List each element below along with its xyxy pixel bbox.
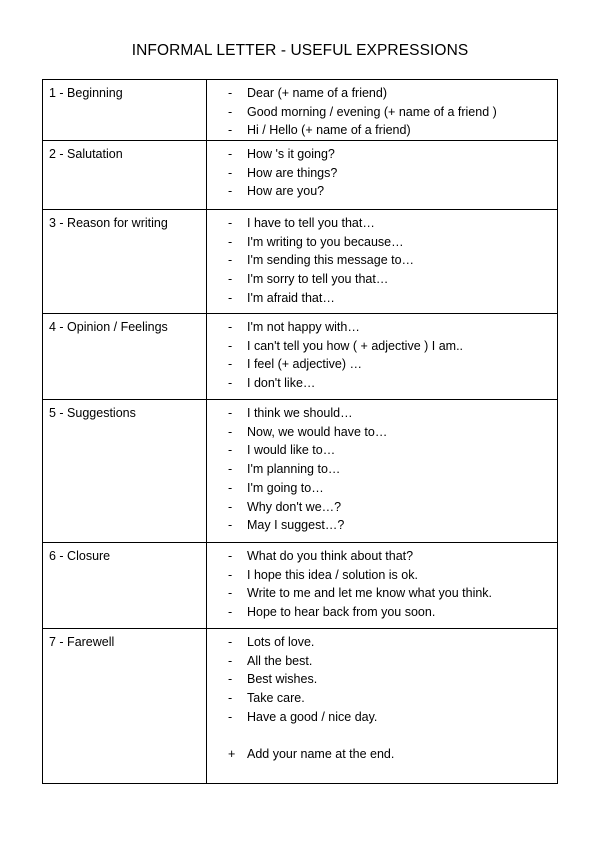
section-row: [43, 314, 558, 400]
section-label: 4 - Opinion / Feelings: [43, 314, 207, 400]
dash-bullet: -: [228, 567, 233, 582]
expression-list: [207, 145, 557, 201]
expression-item: [207, 516, 557, 535]
dash-bullet: -: [228, 320, 233, 335]
expression-list: [207, 633, 557, 764]
expression-text: Dear (+ name of a friend): [247, 86, 387, 100]
expression-item: [207, 547, 557, 566]
dash-bullet: -: [228, 549, 233, 564]
section-row: [43, 400, 558, 543]
expression-item: [207, 145, 557, 164]
dash-bullet: -: [228, 635, 233, 650]
dash-bullet: -: [228, 709, 233, 724]
expression-text: I can't tell you how ( + adjective ) I am..: [247, 338, 464, 353]
expression-item: [207, 460, 557, 479]
section-label: 6 - Closure: [43, 543, 207, 629]
dash-bullet: -: [228, 691, 233, 706]
section-label: 1 - Beginning: [43, 80, 207, 141]
expression-text: I don't like…: [247, 376, 316, 391]
expression-text: I'm going to…: [247, 480, 324, 495]
plus-bullet: +: [228, 747, 236, 762]
section-label: 3 - Reason for writing: [43, 210, 207, 314]
expression-item: [207, 164, 557, 183]
expression-item: [207, 355, 557, 374]
expressions-cell: [207, 80, 558, 141]
expression-item: [207, 423, 557, 442]
expression-text: Write to me and let me know what you think.: [247, 586, 493, 601]
expression-list: [207, 318, 557, 393]
expression-item: [207, 270, 557, 289]
expression-text: I'm not happy with…: [247, 320, 360, 335]
dash-bullet: -: [228, 290, 233, 305]
section-label: 5 - Suggestions: [43, 400, 207, 543]
expression-text: How 's it going?: [247, 147, 335, 162]
expression-item: [207, 182, 557, 201]
expression-text: What do you think about that?: [247, 549, 414, 564]
expressions-cell: [207, 543, 558, 629]
section-label: 2 - Salutation: [43, 141, 207, 210]
expression-list: [207, 547, 557, 622]
expression-item: [207, 689, 557, 708]
dash-bullet: -: [228, 480, 233, 495]
expression-item: [207, 441, 557, 460]
expression-text: I'm afraid that…: [247, 290, 335, 305]
expression-item: [207, 652, 557, 671]
dash-bullet: -: [228, 86, 233, 100]
dash-bullet: -: [228, 605, 233, 620]
expression-text: I have to tell you that…: [247, 216, 375, 231]
expression-item: [207, 603, 557, 622]
dash-bullet: -: [228, 586, 233, 601]
expression-text: I hope this idea / solution is ok.: [247, 567, 418, 582]
expression-list: [207, 84, 557, 140]
dash-bullet: -: [228, 443, 233, 458]
expression-text: I would like to…: [247, 443, 336, 458]
page-title: INFORMAL LETTER - USEFUL EXPRESSIONS: [131, 42, 469, 59]
expressions-cell: [207, 141, 558, 210]
expression-item: [207, 584, 557, 603]
expression-item: [207, 498, 557, 517]
dash-bullet: -: [228, 147, 233, 162]
section-row: [43, 141, 558, 210]
dash-bullet: -: [228, 165, 233, 180]
dash-bullet: -: [228, 253, 233, 268]
dash-bullet: -: [228, 499, 233, 514]
expression-item: [207, 633, 557, 652]
expression-text: All the best.: [247, 653, 313, 668]
expression-text: I'm planning to…: [247, 462, 341, 477]
expression-text: Have a good / nice day.: [247, 709, 378, 724]
dash-bullet: -: [228, 123, 233, 138]
expression-list: [207, 404, 557, 535]
expression-item: [207, 289, 557, 308]
expressions-cell: [207, 629, 558, 784]
expressions-cell: [207, 314, 558, 400]
dash-bullet: -: [228, 234, 233, 249]
expression-item: [207, 479, 557, 498]
expression-text: Hi / Hello (+ name of a friend): [247, 123, 411, 138]
expression-item: [207, 251, 557, 270]
expressions-table: [42, 79, 558, 784]
expression-item: [207, 84, 557, 103]
expression-item: [207, 233, 557, 252]
section-row: [43, 543, 558, 629]
expressions-cell: [207, 210, 558, 314]
dash-bullet: -: [228, 406, 233, 421]
expression-text: Best wishes.: [247, 672, 318, 687]
dash-bullet: -: [228, 357, 233, 372]
expression-item: [207, 121, 557, 140]
dash-bullet: -: [228, 272, 233, 287]
expression-item: [207, 103, 557, 122]
expression-item: [207, 670, 557, 689]
dash-bullet: -: [228, 216, 233, 231]
expression-item: [207, 566, 557, 585]
expression-text: I'm writing to you because…: [247, 234, 404, 249]
expression-text: I think we should…: [247, 406, 353, 421]
dash-bullet: -: [228, 184, 233, 199]
dash-bullet: -: [228, 653, 233, 668]
expression-text: I'm sorry to tell you that…: [247, 272, 389, 287]
expression-text: Good morning / evening (+ name of a friend ): [247, 104, 497, 119]
expression-text: I feel (+ adjective) …: [247, 357, 362, 372]
expression-text: I'm sending this message to…: [247, 253, 415, 268]
expression-text: May I suggest…?: [247, 518, 345, 533]
expression-text: How are you?: [247, 184, 325, 199]
section-row: [43, 629, 558, 784]
section-row: [43, 210, 558, 314]
expression-text: How are things?: [247, 165, 338, 180]
section-label: 7 - Farewell: [43, 629, 207, 784]
expression-text: Hope to hear back from you soon.: [247, 605, 436, 620]
dash-bullet: -: [228, 104, 233, 119]
expression-text: Now, we would have to…: [247, 424, 388, 439]
expressions-cell: [207, 400, 558, 543]
expression-text: Why don't we…?: [247, 499, 342, 514]
expression-item: [207, 708, 557, 727]
dash-bullet: -: [228, 462, 233, 477]
section-row: [43, 80, 558, 141]
dash-bullet: -: [228, 518, 233, 533]
dash-bullet: -: [228, 376, 233, 391]
expression-text: Add your name at the end.: [247, 747, 395, 762]
expression-item: [207, 374, 557, 393]
expression-text: Lots of love.: [247, 635, 315, 650]
expression-list: [207, 214, 557, 307]
expression-item: [207, 214, 557, 233]
dash-bullet: -: [228, 424, 233, 439]
dash-bullet: -: [228, 338, 233, 353]
expression-item: [207, 745, 557, 764]
expression-item: [207, 404, 557, 423]
expression-item: [207, 337, 557, 356]
expression-text: Take care.: [247, 691, 305, 706]
dash-bullet: -: [228, 672, 233, 687]
expression-item: [207, 318, 557, 337]
